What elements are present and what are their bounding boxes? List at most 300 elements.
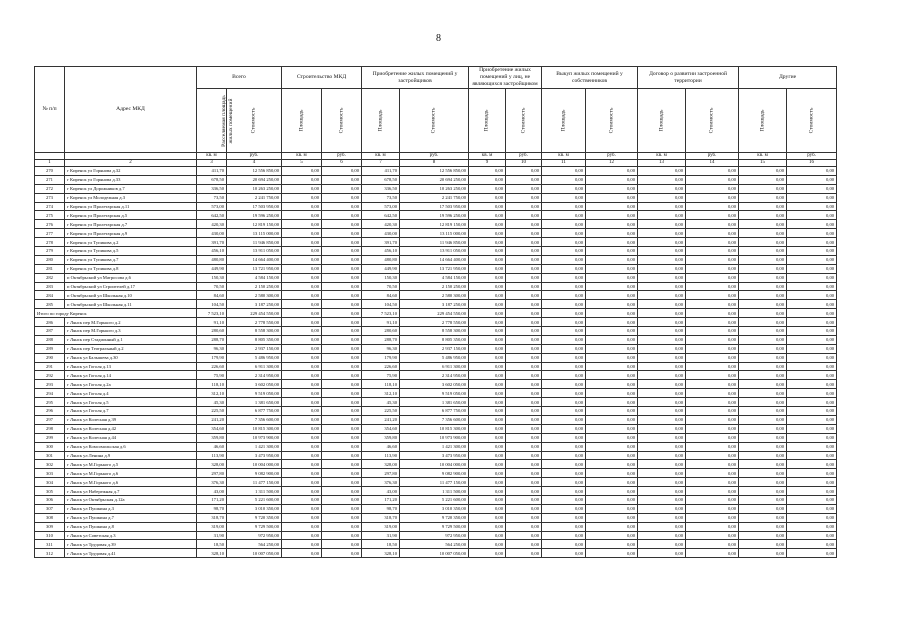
total-cost-cell: 3 010 350,00 — [227, 504, 282, 513]
zero-cell: 0,00 — [787, 469, 837, 478]
developer-area-cell: 336,50 — [362, 184, 400, 193]
zero-cell: 0,00 — [739, 371, 787, 380]
developer-area-cell: 43,00 — [362, 487, 400, 496]
total-cost-cell: 1 421 300,00 — [227, 442, 282, 451]
zero-cell: 0,00 — [506, 327, 542, 336]
row-number: 282 — [35, 273, 65, 282]
zero-cell: 0,00 — [638, 229, 686, 238]
construction-area-cell: 0,00 — [282, 522, 322, 531]
zero-cell: 0,00 — [638, 362, 686, 371]
construction-cost-cell: 0,00 — [322, 273, 362, 282]
unit-cell: кв. м — [542, 153, 586, 160]
address-cell: г Киренск ул Тупикова д.2 — [65, 238, 197, 247]
table-row — [35, 247, 837, 256]
zero-cell: 0,00 — [542, 513, 586, 522]
construction-cost-cell: 0,00 — [322, 238, 362, 247]
zero-cell: 0,00 — [586, 415, 638, 424]
total-area-cell: 376,30 — [197, 478, 227, 487]
row-number: 312 — [35, 549, 65, 558]
address-cell: г Лянск пер М.Горького д.3 — [65, 327, 197, 336]
developer-area-cell: 104,50 — [362, 300, 400, 309]
zero-cell: 0,00 — [506, 451, 542, 460]
construction-cost-cell: 0,00 — [322, 478, 362, 487]
developer-cost-cell: 3 602 050,00 — [400, 380, 469, 389]
address-cell: г Киренск ул Горянова д.32 — [65, 167, 197, 176]
subheader-label: Стоимость — [808, 107, 815, 134]
zero-cell: 0,00 — [542, 451, 586, 460]
total-cost-cell: 9 720 350,00 — [227, 513, 282, 522]
zero-cell: 0,00 — [638, 175, 686, 184]
construction-cost-cell: 0,00 — [322, 202, 362, 211]
table-row — [35, 300, 837, 309]
zero-cell: 0,00 — [506, 282, 542, 291]
construction-area-cell: 0,00 — [282, 291, 322, 300]
construction-area-cell: 0,00 — [282, 238, 322, 247]
zero-cell: 0,00 — [586, 220, 638, 229]
address-cell: г Лянск ул Трудовая д.39 — [65, 540, 197, 549]
table-row — [35, 264, 837, 273]
zero-cell: 0,00 — [469, 318, 506, 327]
zero-cell: 0,00 — [739, 255, 787, 264]
zero-cell: 0,00 — [586, 540, 638, 549]
developer-area-cell: 179,90 — [362, 353, 400, 362]
zero-cell: 0,00 — [469, 531, 506, 540]
developer-cost-cell: 14 664 400,00 — [400, 255, 469, 264]
table-row — [35, 371, 837, 380]
column-number: 15 — [739, 160, 787, 167]
zero-cell: 0,00 — [638, 327, 686, 336]
column-number: 12 — [586, 160, 638, 167]
subheader-10 — [506, 89, 542, 153]
total-cost-cell: 8 805 350,00 — [227, 335, 282, 344]
zero-cell: 0,00 — [586, 175, 638, 184]
zero-cell: 0,00 — [542, 282, 586, 291]
developer-cost-cell: 6 911 300,00 — [400, 362, 469, 371]
zero-cell: 0,00 — [469, 371, 506, 380]
construction-area-cell: 0,00 — [282, 424, 322, 433]
zero-cell: 0,00 — [586, 238, 638, 247]
zero-cell: 0,00 — [542, 202, 586, 211]
construction-cost-cell: 0,00 — [322, 513, 362, 522]
developer-area-cell: 96,30 — [362, 344, 400, 353]
construction-cost-cell: 0,00 — [322, 327, 362, 336]
construction-cost-cell: 0,00 — [322, 389, 362, 398]
developer-area-cell: 456,10 — [362, 247, 400, 256]
developer-area-cell: 430,00 — [362, 229, 400, 238]
developer-area-cell: 449,90 — [362, 264, 400, 273]
zero-cell: 0,00 — [686, 487, 739, 496]
total-area-cell: 420,30 — [197, 220, 227, 229]
zero-cell: 0,00 — [542, 549, 586, 558]
unit-cell: кв. м — [197, 153, 227, 160]
zero-cell: 0,00 — [586, 504, 638, 513]
zero-cell: 0,00 — [469, 380, 506, 389]
developer-area-cell: 45,30 — [362, 398, 400, 407]
zero-cell: 0,00 — [686, 433, 739, 442]
zero-cell: 0,00 — [638, 487, 686, 496]
zero-cell: 0,00 — [739, 300, 787, 309]
construction-area-cell: 0,00 — [282, 167, 322, 176]
construction-cost-cell: 0,00 — [322, 540, 362, 549]
construction-area-cell: 0,00 — [282, 389, 322, 398]
zero-cell: 0,00 — [586, 184, 638, 193]
zero-cell: 0,00 — [542, 495, 586, 504]
table-row — [35, 424, 837, 433]
table-row — [35, 451, 837, 460]
zero-cell: 0,00 — [638, 335, 686, 344]
row-number: 281 — [35, 264, 65, 273]
unit-cell: руб. — [322, 153, 362, 160]
zero-cell: 0,00 — [542, 442, 586, 451]
construction-area-cell: 0,00 — [282, 220, 322, 229]
zero-cell: 0,00 — [638, 442, 686, 451]
total-area-cell: 359,80 — [197, 433, 227, 442]
zero-cell: 0,00 — [686, 220, 739, 229]
developer-cost-cell: 6 877 750,00 — [400, 407, 469, 416]
zero-cell: 0,00 — [638, 451, 686, 460]
total-area-cell: 46,60 — [197, 442, 227, 451]
zero-cell: 0,00 — [506, 398, 542, 407]
total-area-cell: 411,70 — [197, 167, 227, 176]
col-num-header: № п/п — [35, 67, 65, 153]
column-number: 3 — [197, 160, 227, 167]
address-cell: г Киренск ул Молодежная д.3 — [65, 193, 197, 202]
construction-area-cell: 0,00 — [282, 255, 322, 264]
zero-cell: 0,00 — [542, 264, 586, 273]
developer-cost-cell: 9 729 500,00 — [400, 522, 469, 531]
zero-cell: 0,00 — [638, 255, 686, 264]
developer-cost-cell: 2 150 250,00 — [400, 282, 469, 291]
column-number: 4 — [227, 160, 282, 167]
zero-cell: 0,00 — [638, 202, 686, 211]
address-cell: г Киренск ул Пролетарская д.9 — [65, 229, 197, 238]
unit-cell: руб. — [686, 153, 739, 160]
developer-cost-cell: 1 421 300,00 — [400, 442, 469, 451]
column-number: 8 — [400, 160, 469, 167]
zero-cell: 0,00 — [739, 407, 787, 416]
construction-area-cell: 0,00 — [282, 549, 322, 558]
zero-cell: 0,00 — [542, 220, 586, 229]
zero-cell: 0,00 — [506, 291, 542, 300]
construction-area-cell: 0,00 — [282, 175, 322, 184]
table-row — [35, 282, 837, 291]
zero-cell: 0,00 — [739, 184, 787, 193]
zero-cell: 0,00 — [638, 522, 686, 531]
table-row — [35, 175, 837, 184]
developer-area-cell: 391,70 — [362, 238, 400, 247]
developer-area-cell: 118,10 — [362, 380, 400, 389]
zero-cell: 0,00 — [506, 460, 542, 469]
zero-cell: 0,00 — [542, 389, 586, 398]
zero-cell: 0,00 — [787, 282, 837, 291]
developer-area-cell: 642,50 — [362, 211, 400, 220]
zero-cell: 0,00 — [686, 344, 739, 353]
developer-area-cell: 328,00 — [362, 460, 400, 469]
zero-cell: 0,00 — [638, 273, 686, 282]
zero-cell: 0,00 — [586, 513, 638, 522]
zero-cell: 0,00 — [506, 167, 542, 176]
zero-cell: 0,00 — [787, 513, 837, 522]
developer-cost-cell: 2 937 150,00 — [400, 344, 469, 353]
subheader-label: Стоимость — [250, 107, 257, 134]
zero-cell: 0,00 — [469, 407, 506, 416]
construction-cost-cell: 0,00 — [322, 371, 362, 380]
zero-cell: 0,00 — [787, 389, 837, 398]
zero-cell: 0,00 — [506, 335, 542, 344]
row-number: 307 — [35, 504, 65, 513]
subheader-label: Расселяемая площадь жилых помещений — [221, 94, 234, 147]
row-number: 277 — [35, 229, 65, 238]
construction-cost-cell: 0,00 — [322, 264, 362, 273]
zero-cell: 0,00 — [638, 469, 686, 478]
total-cost-cell: 11 946 850,00 — [227, 238, 282, 247]
zero-cell: 0,00 — [638, 193, 686, 202]
group-construction-header: Строительство МКД — [282, 67, 362, 89]
zero-cell: 0,00 — [586, 478, 638, 487]
address-cell: п Октябрьский ул Школьная д.10 — [65, 291, 197, 300]
zero-cell: 0,00 — [638, 318, 686, 327]
total-cost-cell: 9 519 050,00 — [227, 389, 282, 398]
developer-area-cell: 354,60 — [362, 424, 400, 433]
zero-cell: 0,00 — [638, 389, 686, 398]
total-area-cell: 328,00 — [197, 460, 227, 469]
table-row — [35, 478, 837, 487]
zero-cell: 0,00 — [542, 335, 586, 344]
total-area-cell: 336,50 — [197, 184, 227, 193]
table-row — [35, 193, 837, 202]
zero-cell: 0,00 — [739, 495, 787, 504]
table-row — [35, 229, 837, 238]
table-row — [35, 522, 837, 531]
total-cost-cell: 6 911 300,00 — [227, 362, 282, 371]
row-number: 271 — [35, 175, 65, 184]
zero-cell: 0,00 — [739, 229, 787, 238]
zero-cell: 0,00 — [469, 202, 506, 211]
column-number: 16 — [787, 160, 837, 167]
address-cell: г Киренск ул Тупикова д.5 — [65, 247, 197, 256]
construction-cost-cell: 0,00 — [322, 175, 362, 184]
total-area-cell: 297,80 — [197, 469, 227, 478]
zero-cell: 0,00 — [506, 531, 542, 540]
zero-cell: 0,00 — [469, 549, 506, 558]
zero-cell: 0,00 — [542, 433, 586, 442]
zero-cell: 0,00 — [739, 327, 787, 336]
zero-cell: 0,00 — [787, 478, 837, 487]
zero-cell: 0,00 — [787, 255, 837, 264]
row-number: 272 — [35, 184, 65, 193]
construction-area-cell: 0,00 — [282, 300, 322, 309]
developer-cost-cell: 2 314 950,00 — [400, 371, 469, 380]
column-number: 10 — [506, 160, 542, 167]
zero-cell: 0,00 — [469, 167, 506, 176]
zero-cell: 0,00 — [739, 202, 787, 211]
zero-cell: 0,00 — [686, 184, 739, 193]
zero-cell: 0,00 — [686, 202, 739, 211]
zero-cell: 0,00 — [739, 433, 787, 442]
zero-cell: 0,00 — [469, 389, 506, 398]
zero-cell: 0,00 — [542, 184, 586, 193]
row-number: 290 — [35, 353, 65, 362]
unit-cell: руб. — [787, 153, 837, 160]
zero-cell: 0,00 — [469, 478, 506, 487]
zero-cell: 0,00 — [542, 229, 586, 238]
zero-cell: 0,00 — [686, 327, 739, 336]
row-number: 297 — [35, 415, 65, 424]
zero-cell: 0,00 — [739, 175, 787, 184]
zero-cell: 0,00 — [469, 487, 506, 496]
zero-cell: 0,00 — [686, 264, 739, 273]
total-cost-cell: 9 729 500,00 — [227, 522, 282, 531]
zero-cell: 0,00 — [586, 398, 638, 407]
table-row — [35, 220, 837, 229]
construction-cost-cell: 0,00 — [322, 291, 362, 300]
zero-cell: 0,00 — [586, 291, 638, 300]
group-other-header: Другие — [739, 67, 837, 89]
zero-cell: 0,00 — [739, 513, 787, 522]
zero-cell: 0,00 — [686, 193, 739, 202]
zero-cell: 0,00 — [542, 309, 586, 318]
developer-area-cell: 678,50 — [362, 175, 400, 184]
total-area-cell: 241,20 — [197, 415, 227, 424]
zero-cell: 0,00 — [542, 193, 586, 202]
developer-area-cell: 312,10 — [362, 389, 400, 398]
zero-cell: 0,00 — [739, 424, 787, 433]
zero-cell: 0,00 — [506, 175, 542, 184]
table-row — [35, 389, 837, 398]
total-cost-cell: 564 250,00 — [227, 540, 282, 549]
zero-cell: 0,00 — [542, 504, 586, 513]
total-cost-cell: 8 558 300,00 — [227, 327, 282, 336]
construction-area-cell: 0,00 — [282, 415, 322, 424]
developer-cost-cell: 3 187 250,00 — [400, 300, 469, 309]
zero-cell: 0,00 — [506, 255, 542, 264]
zero-cell: 0,00 — [686, 238, 739, 247]
subheader-6 — [322, 89, 362, 153]
address-cell: п Октябрьский ул Школьная д.11 — [65, 300, 197, 309]
zero-cell: 0,00 — [542, 415, 586, 424]
zero-cell: 0,00 — [787, 540, 837, 549]
zero-cell: 0,00 — [469, 238, 506, 247]
row-number: 287 — [35, 327, 65, 336]
zero-cell: 0,00 — [787, 175, 837, 184]
total-cost-cell: 13 115 000,00 — [227, 229, 282, 238]
zero-cell: 0,00 — [586, 282, 638, 291]
developer-cost-cell: 5 486 950,00 — [400, 353, 469, 362]
zero-cell: 0,00 — [469, 264, 506, 273]
address-cell: г Лянск ул Гоголя д.7 — [65, 407, 197, 416]
zero-cell: 0,00 — [638, 407, 686, 416]
column-number: 13 — [638, 160, 686, 167]
developer-area-cell: 98,70 — [362, 504, 400, 513]
zero-cell: 0,00 — [787, 398, 837, 407]
table-row — [35, 504, 837, 513]
zero-cell: 0,00 — [686, 415, 739, 424]
zero-cell: 0,00 — [586, 344, 638, 353]
total-area-cell: 43,00 — [197, 487, 227, 496]
table-row — [35, 549, 837, 558]
address-cell: г Лянск пер М.Горького д.2 — [65, 318, 197, 327]
zero-cell: 0,00 — [469, 433, 506, 442]
zero-cell: 0,00 — [469, 522, 506, 531]
construction-area-cell: 0,00 — [282, 442, 322, 451]
total-area-cell: 179,90 — [197, 353, 227, 362]
zero-cell: 0,00 — [586, 273, 638, 282]
zero-cell: 0,00 — [686, 407, 739, 416]
total-area-cell: 75,90 — [197, 371, 227, 380]
zero-cell: 0,00 — [469, 211, 506, 220]
zero-cell: 0,00 — [586, 469, 638, 478]
zero-cell: 0,00 — [686, 495, 739, 504]
total-cost-cell: 10 973 900,00 — [227, 433, 282, 442]
zero-cell: 0,00 — [506, 487, 542, 496]
address-cell: г Лянск ул Ленина д.9 — [65, 451, 197, 460]
total-cost-cell: 12 819 150,00 — [227, 220, 282, 229]
zero-cell: 0,00 — [787, 504, 837, 513]
subheader-3 — [197, 89, 234, 153]
construction-area-cell: 0,00 — [282, 380, 322, 389]
zero-cell: 0,00 — [586, 335, 638, 344]
table-row — [35, 380, 837, 389]
table-row — [35, 184, 837, 193]
zero-cell: 0,00 — [542, 255, 586, 264]
total-area-cell: 104,50 — [197, 300, 227, 309]
zero-cell: 0,00 — [542, 211, 586, 220]
zero-cell: 0,00 — [506, 504, 542, 513]
zero-cell: 0,00 — [506, 353, 542, 362]
construction-area-cell: 0,00 — [282, 247, 322, 256]
construction-cost-cell: 0,00 — [322, 229, 362, 238]
subheader-label: Стоимость — [430, 107, 437, 134]
developer-cost-cell: 13 721 950,00 — [400, 264, 469, 273]
construction-cost-cell: 0,00 — [322, 220, 362, 229]
developer-cost-cell: 1 311 500,00 — [400, 487, 469, 496]
zero-cell: 0,00 — [469, 504, 506, 513]
column-number: 1 — [35, 160, 65, 167]
address-cell: г Лянск ул Гоголя д.4 — [65, 389, 197, 398]
col-address-header: Адрес МКД — [65, 67, 197, 153]
developer-cost-cell: 2 241 750,00 — [400, 193, 469, 202]
zero-cell: 0,00 — [542, 424, 586, 433]
table-row — [35, 211, 837, 220]
address-cell: г Лянск ул Балышева д.30 — [65, 353, 197, 362]
construction-cost-cell: 0,00 — [322, 407, 362, 416]
zero-cell: 0,00 — [542, 531, 586, 540]
address-cell: г Лянск ул Трудовая д.41 — [65, 549, 197, 558]
zero-cell: 0,00 — [586, 264, 638, 273]
zero-cell: 0,00 — [739, 415, 787, 424]
developer-area-cell: 328,10 — [362, 549, 400, 558]
address-cell: г Лянск ул Гоголя д.13 — [65, 362, 197, 371]
zero-cell: 0,00 — [586, 433, 638, 442]
zero-cell: 0,00 — [542, 247, 586, 256]
zero-cell: 0,00 — [469, 415, 506, 424]
developer-area-cell: 225,50 — [362, 407, 400, 416]
developer-area-cell: 75,90 — [362, 371, 400, 380]
zero-cell: 0,00 — [469, 469, 506, 478]
zero-cell: 0,00 — [542, 469, 586, 478]
construction-area-cell: 0,00 — [282, 513, 322, 522]
address-cell: г Лянск ул Гоголя д.2а — [65, 380, 197, 389]
zero-cell: 0,00 — [506, 247, 542, 256]
zero-cell: 0,00 — [739, 380, 787, 389]
total-cost-cell: 10 815 300,00 — [227, 424, 282, 433]
table-row — [35, 273, 837, 282]
row-number: 308 — [35, 513, 65, 522]
zero-cell: 0,00 — [506, 513, 542, 522]
row-number: 283 — [35, 282, 65, 291]
table-row — [35, 469, 837, 478]
zero-cell: 0,00 — [469, 344, 506, 353]
